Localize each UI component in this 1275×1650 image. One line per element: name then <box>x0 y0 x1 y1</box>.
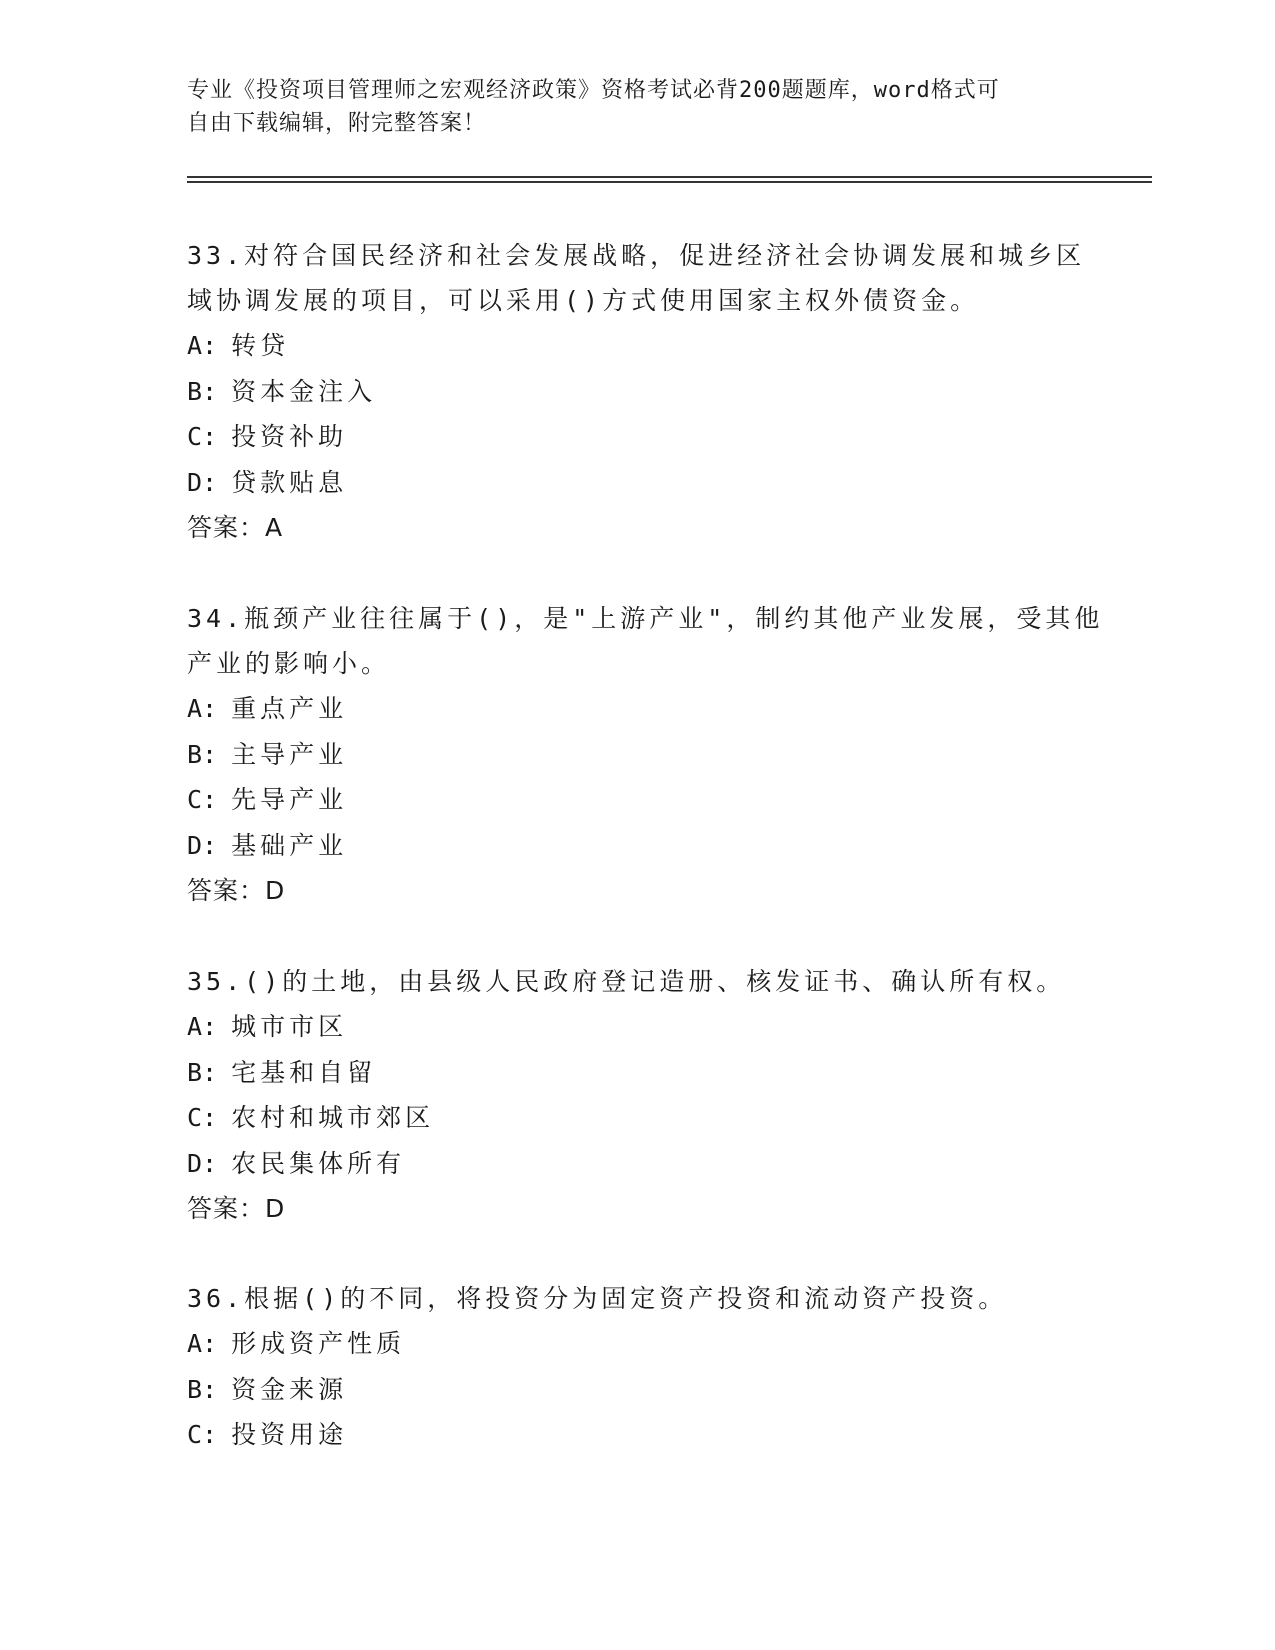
option-c <box>187 777 1107 823</box>
option-letter: D: <box>187 830 218 860</box>
option-text: 资本金注入 <box>231 376 377 406</box>
option-letter: A: <box>187 1329 218 1358</box>
option-text: 投资补助 <box>231 422 348 451</box>
header-divider-top <box>187 176 1152 178</box>
answer-line: 答案：D <box>187 876 286 905</box>
option-text: 先导产业 <box>231 785 348 814</box>
answer-line: 答案：A <box>187 513 284 542</box>
question-list <box>187 233 1107 1458</box>
option-letter: C: <box>187 422 218 451</box>
question-36 <box>187 1276 1107 1458</box>
option-text: 城市市区 <box>231 1012 348 1041</box>
question-34 <box>187 596 1107 913</box>
option-text: 重点产业 <box>231 694 348 723</box>
answer-line: 答案：D <box>187 1194 286 1223</box>
option-letter: C: <box>187 1420 218 1449</box>
option-letter: B: <box>187 1374 218 1404</box>
question-35 <box>187 959 1107 1231</box>
option-text: 基础产业 <box>231 830 348 860</box>
option-text: 形成资产性质 <box>231 1329 406 1358</box>
question-spacer <box>187 913 1107 959</box>
option-letter: D: <box>187 467 218 497</box>
header-divider-bottom <box>187 181 1152 183</box>
question-stem-line: 产业的影响小。 <box>187 649 391 678</box>
option-c <box>187 414 1107 460</box>
question-stem-line: 33.对符合国民经济和社会发展战略，促进经济社会协调发展和城乡区 <box>187 241 1086 270</box>
question-spacer <box>187 550 1107 596</box>
option-text: 资金来源 <box>231 1374 348 1404</box>
option-a <box>187 1321 1107 1367</box>
option-letter: A: <box>187 331 218 360</box>
option-letter: A: <box>187 1012 218 1041</box>
option-a <box>187 1004 1107 1050</box>
option-letter: C: <box>187 1103 218 1132</box>
option-b <box>187 1050 1107 1096</box>
question-stem-line: 域协调发展的项目，可以采用()方式使用国家主权外债资金。 <box>187 286 980 315</box>
header-line-1: 专业《投资项目管理师之宏观经济政策》资格考试必背200题题库，word格式可 <box>187 78 1000 103</box>
question-stem-line: 36.根据()的不同，将投资分为固定资产投资和流动资产投资。 <box>187 1284 1008 1313</box>
option-letter: C: <box>187 785 218 814</box>
option-letter: B: <box>187 376 218 406</box>
option-c <box>187 1412 1107 1458</box>
option-letter: B: <box>187 739 218 769</box>
option-b <box>187 369 1107 415</box>
option-letter: B: <box>187 1057 218 1087</box>
question-33 <box>187 233 1107 550</box>
question-spacer <box>187 1231 1107 1276</box>
option-b <box>187 1367 1107 1413</box>
option-b <box>187 732 1107 778</box>
option-text: 转贷 <box>231 331 290 360</box>
option-text: 贷款贴息 <box>231 467 348 497</box>
option-letter: D: <box>187 1148 218 1178</box>
option-d <box>187 1141 1107 1187</box>
option-text: 主导产业 <box>231 739 348 769</box>
option-d <box>187 823 1107 869</box>
option-text: 农民集体所有 <box>231 1148 406 1178</box>
header-line-2: 自由下载编辑，附完整答案！ <box>187 111 487 136</box>
option-a <box>187 323 1107 369</box>
option-letter: A: <box>187 694 218 723</box>
option-text: 宅基和自留 <box>231 1057 377 1087</box>
option-text: 农村和城市郊区 <box>231 1103 435 1132</box>
option-d <box>187 460 1107 506</box>
option-a <box>187 686 1107 732</box>
document-header <box>187 74 1087 140</box>
option-c <box>187 1095 1107 1141</box>
question-stem-line: 34.瓶颈产业往往属于()，是"上游产业"，制约其他产业发展，受其他 <box>187 604 1104 633</box>
option-text: 投资用途 <box>231 1420 348 1449</box>
question-stem-line: 35.()的土地，由县级人民政府登记造册、核发证书、确认所有权。 <box>187 967 1066 996</box>
